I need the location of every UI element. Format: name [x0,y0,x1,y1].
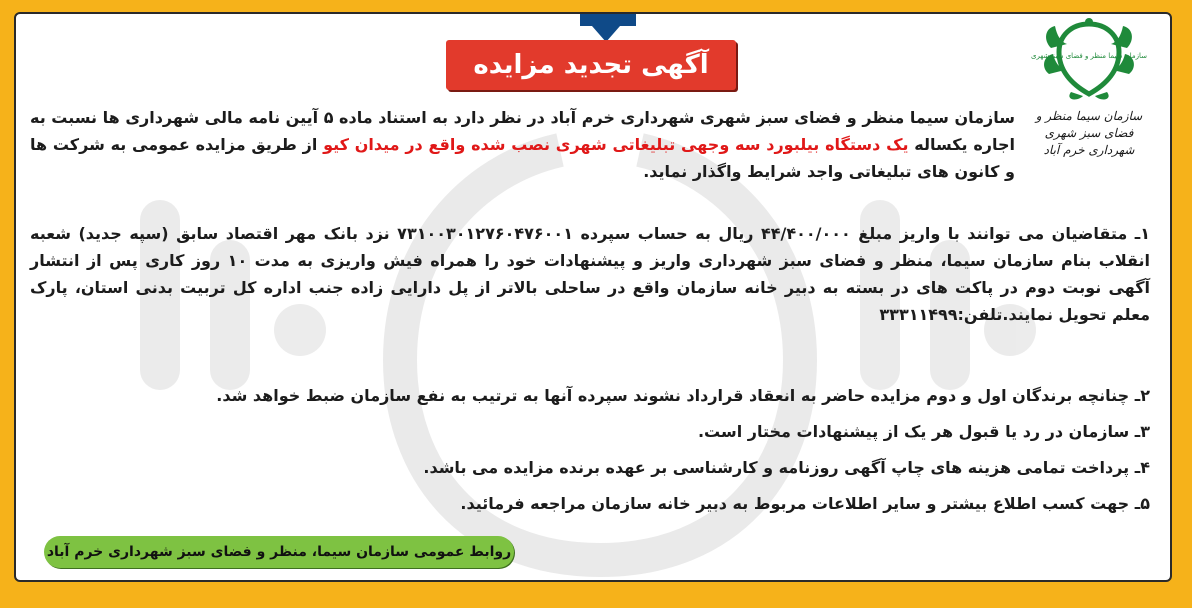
logo-caption [1030,108,1148,159]
clause-2: ۲ـ چنانچه برندگان اول و دوم مزایده حاضر به انعقاد قرارداد نشوند سپرده آنها به ترتیب به نفع سازمان ضبط خواهد شد. [216,386,1150,405]
logo-caption-line2: شهرداری خرم آباد [1043,143,1135,157]
clause-4: ۴ـ پرداخت تمامی هزینه های چاپ آگهی روزنامه و کارشناسی بر عهده برنده مزایده می باشد. [423,458,1150,477]
intro-paragraph [30,104,1015,185]
emblem-text: سازمان سیما منظر و فضای سبز شهری [1030,52,1148,60]
ribbon-marker [580,14,636,26]
emblem-icon [1030,18,1148,102]
clause-3: ۳ـ سازمان در رد یا قبول هر یک از پیشنهادات مختار است. [697,422,1150,441]
logo [1030,18,1148,168]
intro-text-part2: از طریق مزایده عمومی به شرکت ها و کانون های تبلیغاتی واجد شرایط واگذار نماید. [30,135,1015,181]
intro-text-part1: سازمان سیما منظر و فضای سبز شهری شهرداری خرم آباد در نظر دارد به استناد ماده ۵ آیین نامه مالی شهرداری ها نسبت به اجاره یکساله [30,108,1016,154]
footer-signature: روابط عمومی سازمان سیما، منظر و فضای سبز شهرداری خرم آباد [44,536,514,568]
clause-5: ۵ـ جهت کسب اطلاع بیشتر و سایر اطلاعات مربوط به دبیر خانه سازمان مراجعه فرمائید. [460,494,1150,513]
page-title: آگهی تجدید مزایده [446,40,736,90]
logo-caption-line1: سازمان سیما منظر و فضای سبز شهری [1035,109,1143,140]
clause-1: ۱ـ متقاضیان می توانند با واریز مبلغ ۴۴/۴۰۰/۰۰۰ ریال به حساب سپرده ۷۳۱۰۰۳۰۱۲۷۶۰۴۷۶۰۰۱ نزد بانک مهر اقتصاد سابق (سپه جدید) شعبه انقلاب بنام سازمان سیما، منظر و فضای سبز شهرداری واریز و پیشنهادات خود را همراه فیش واریزی به مدت ۱۰ روز کاری پس از انتشار آگهی نوبت دوم در پاکت های در بسته به دبیر خانه سازمان واقع در ساحلی بالاتر از پل دارایی زاده جنب اداره کل تربیت بدنی استان، پارک معلم تحویل نمایند.تلفن:۳۳۳۱۱۴۹۹ [30,224,1151,324]
intro-highlight: یک دستگاه بیلبورد سه وجهی تبلیغاتی شهری نصب شده واقع در میدان کیو [323,135,909,154]
